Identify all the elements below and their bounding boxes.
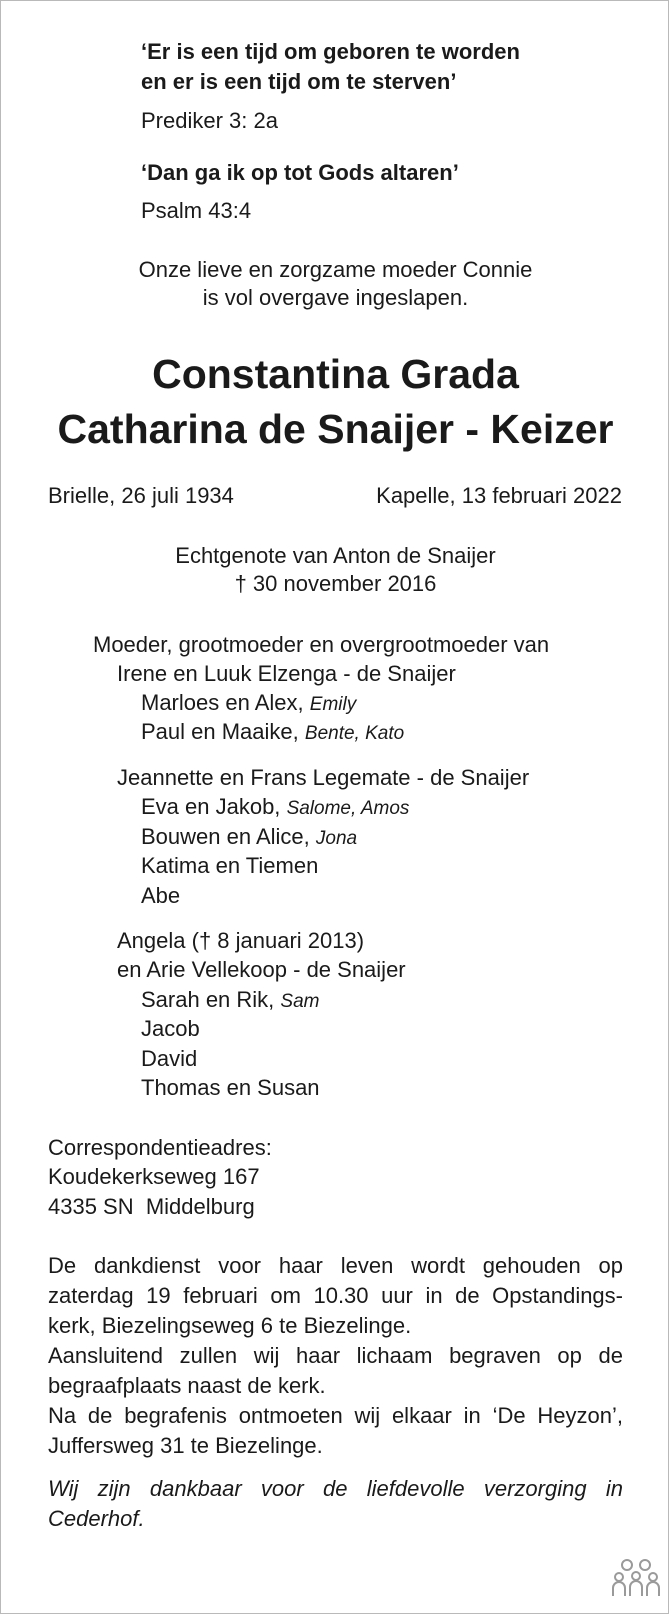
great-grandchildren: Salome, Amos: [286, 798, 410, 819]
service-details: [48, 1251, 623, 1461]
deceased-name-line-1: Constantina Grada: [152, 351, 519, 397]
family-child-3-spouse: en Arie Vellekoop - de Snaijer: [117, 957, 406, 982]
family-heading: Moeder, grootmoeder en overgrootmoeder van: [93, 632, 550, 657]
spouse-death-date: † 30 november 2016: [234, 571, 437, 596]
service-line: zaterdag 19 februari om 10.30 uur in de Opstandings-: [48, 1283, 623, 1308]
death-place-date: Kapelle, 13 februari 2022: [376, 483, 622, 508]
grandchild-names: Marloes en Alex,: [141, 690, 304, 715]
birth-place-date: Brielle, 26 juli 1934: [48, 483, 234, 508]
service-line: begraafplaats naast de kerk.: [48, 1373, 326, 1398]
grandchild-line: [141, 823, 357, 853]
address-label: Correspondentieadres:: [48, 1135, 272, 1160]
closing-line: Wij zijn dankbaar voor de liefdevolle verzorging in: [48, 1476, 623, 1501]
address-street: Koudekerkseweg 167: [48, 1164, 260, 1189]
service-line: kerk, Biezelingseweg 6 te Biezelinge.: [48, 1313, 412, 1338]
quote-1-line-2: en er is een tijd om te sterven’: [141, 69, 457, 94]
intro-line-1: Onze lieve en zorgzame moeder Connie: [138, 257, 533, 282]
grandchild-names: Paul en Maaike,: [141, 719, 299, 744]
grandchild-names: Eva en Jakob,: [141, 794, 281, 819]
deceased-name-line-2: Catharina de Snaijer - Keizer: [57, 406, 614, 452]
service-line: De dankdienst voor haar leven wordt gehouden op: [48, 1253, 623, 1278]
grandchild-line: Abe: [141, 883, 181, 908]
service-line: Juffersweg 31 te Biezelinge.: [48, 1433, 323, 1458]
intro-line-2: is vol overgave ingeslapen.: [202, 285, 469, 310]
grandchild-line: Katima en Tiemen: [141, 853, 319, 878]
great-grandchildren: Emily: [309, 694, 357, 715]
service-line: Na de begrafenis ontmoeten wij elkaar in ‘De Heyzon’,: [48, 1403, 623, 1428]
grandchild-line: [141, 793, 409, 823]
grandchild-line: [141, 689, 356, 719]
service-line: Aansluitend zullen wij haar lichaam begraven op de: [48, 1343, 623, 1368]
grandchild-line: David: [141, 1046, 198, 1071]
great-grandchildren: Jona: [315, 828, 358, 849]
closing-line: Cederhof.: [48, 1506, 145, 1531]
grandchild-line: Jacob: [141, 1016, 200, 1041]
grandchild-line: [141, 986, 320, 1016]
quote-2-line-1: ‘Dan ga ik op tot Gods altaren’: [141, 160, 459, 185]
quote-1-line-1: ‘Er is een tijd om geboren te worden: [141, 39, 520, 64]
grandchild-line: Thomas en Susan: [141, 1075, 320, 1100]
quote-2-reference: Psalm 43:4: [141, 198, 252, 223]
great-grandchildren: Sam: [280, 991, 320, 1012]
address-city: 4335 SN Middelburg: [48, 1194, 255, 1219]
grandchild-names: Sarah en Rik,: [141, 987, 275, 1012]
spouse-line: Echtgenote van Anton de Snaijer: [175, 543, 496, 568]
great-grandchildren: Bente, Kato: [304, 723, 405, 744]
people-group-icon: [611, 1556, 661, 1598]
quote-1-reference: Prediker 3: 2a: [141, 108, 278, 133]
closing-note: [48, 1474, 623, 1534]
grandchild-line: [141, 718, 404, 748]
grandchild-names: Bouwen en Alice,: [141, 824, 310, 849]
family-child-3: Angela († 8 januari 2013): [117, 928, 365, 953]
family-child-1: Irene en Luuk Elzenga - de Snaijer: [117, 661, 456, 686]
family-child-2: Jeannette en Frans Legemate - de Snaijer: [117, 765, 530, 790]
